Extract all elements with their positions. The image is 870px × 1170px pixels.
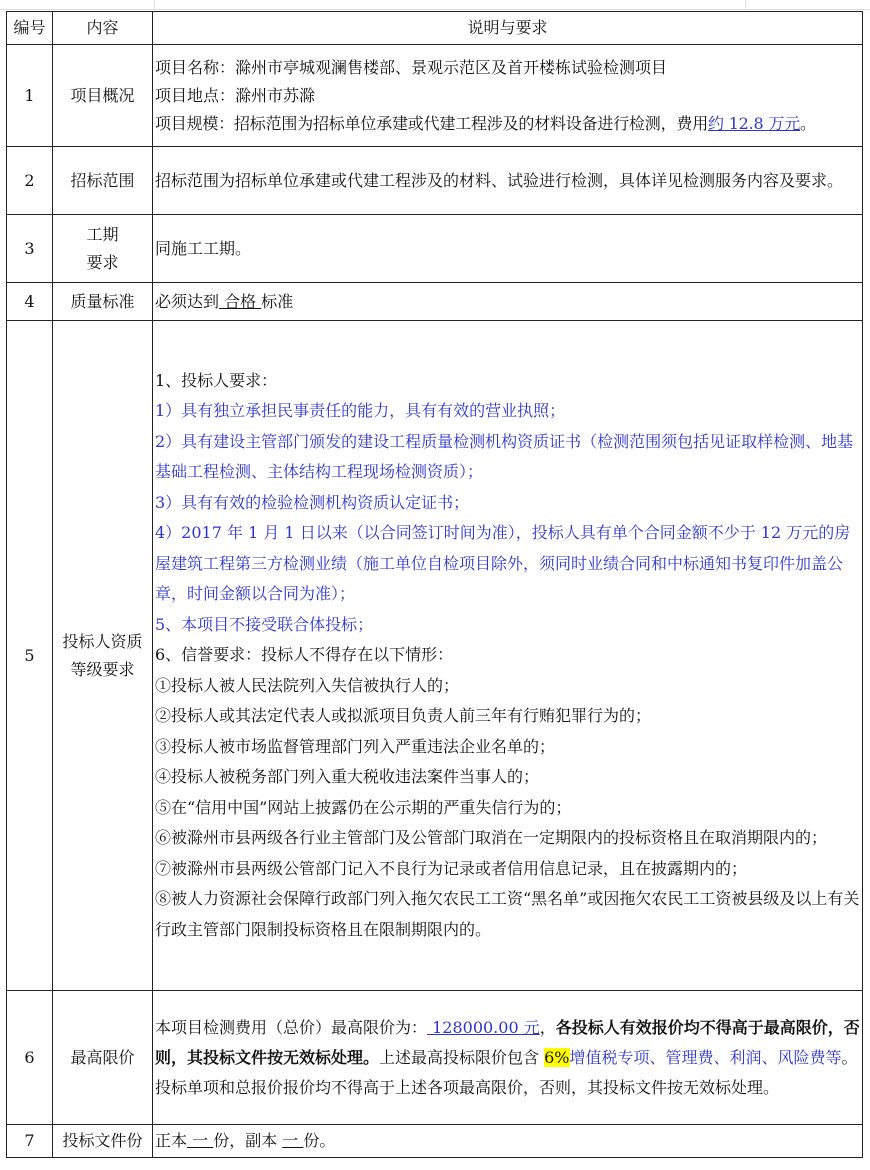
quality-suffix: 标准 — [261, 291, 294, 311]
requirement-line: 1、投标人要求： — [155, 370, 278, 390]
price-amount: 128000.00 元 — [427, 1017, 540, 1037]
requirement-line: 2）具有建设主管部门颁发的建设工程质量检测机构资质证书（检测范围须包括见证取样检测、地基基础工程检测、主体结构工程现场检测资质）； — [155, 431, 854, 482]
table-row — [7, 45, 863, 147]
requirements-table — [6, 11, 863, 1158]
requirement-line: 1）具有独立承担民事责任的能力，具有有效的营业执照； — [155, 401, 566, 421]
requirement-line: ⑦被滁州市县两级公管部门记入不良行为记录或者信用信息记录，且在披露期内的； — [155, 858, 748, 878]
scale-text: 项目规模：招标范围为招标单位承建或代建工程涉及的材料设备进行检测，费用 — [155, 113, 709, 133]
row-description — [153, 45, 863, 147]
row-description: 同施工工期。 — [153, 215, 863, 283]
category-line: 等级要求 — [70, 659, 135, 679]
row-number: 5 — [7, 321, 53, 991]
tax-rate: 6% — [544, 1047, 570, 1067]
sheet-gridline — [154, 0, 155, 10]
requirement-line: ①投标人被人民法院列入失信被执行人的； — [155, 675, 460, 695]
header-num: 编号 — [7, 12, 53, 45]
row-description — [153, 1125, 863, 1158]
header-row — [7, 12, 863, 45]
price-text: 上述最高投标限价包含 — [379, 1047, 545, 1067]
header-content: 内容 — [53, 12, 153, 45]
requirement-line: ⑤在“信用中国”网站上披露仍在公示期的严重失信行为的； — [155, 797, 572, 817]
row-category: 最高限价 — [53, 991, 153, 1125]
copies-text: 份。 — [303, 1131, 336, 1150]
original-count: 一 — [187, 1131, 214, 1150]
project-name: 项目名称：滁州市亭城观澜售楼部、景观示范区及首开楼栋试验检测项目 — [155, 57, 668, 77]
price-text: 本项目检测费用（总价）最高限价为： — [155, 1017, 428, 1037]
quality-grade: 合格 — [219, 291, 262, 311]
table-row — [7, 283, 863, 321]
requirement-line: ③投标人被市场监督管理部门列入严重违法企业名单的； — [155, 736, 556, 756]
sheet-gridline — [745, 0, 746, 10]
price-warning: 各投标人有效报价均不得高于最高限价，否则，其投标文件按无效标处理。 — [155, 1017, 860, 1067]
row-description — [153, 991, 863, 1125]
project-location: 项目地点：滁州市苏滁 — [155, 85, 316, 105]
table-row — [7, 215, 863, 283]
row-category: 项目概况 — [53, 45, 153, 147]
row-category: 投标文件份 — [53, 1125, 153, 1158]
row-number: 2 — [7, 147, 53, 215]
sheet-gridline — [0, 9, 870, 10]
row-description — [153, 283, 863, 321]
row-description — [153, 321, 863, 991]
requirement-line: ⑥被滁州市县两级各行业主管部门及公管部门取消在一定期限内的投标资格且在取消期限内的； — [155, 828, 828, 848]
requirement-line: ⑧被人力资源社会保障行政部门列入拖欠农民工工资“黑名单”或因拖欠农民工工资被县级及以上有关行政主管部门限制投标资格且在限制期限内的。 — [155, 889, 860, 939]
table-row — [7, 321, 863, 991]
row-number: 6 — [7, 991, 53, 1125]
requirement-line: 3）具有有效的检验检测机构资质认定证书； — [155, 492, 470, 512]
row-description: 招标范围为招标单位承建或代建工程涉及的材料、试验进行检测，具体详见检测服务内容及要求。 — [153, 147, 863, 215]
row-category: 质量标准 — [53, 283, 153, 321]
category-line: 工期 — [86, 224, 119, 244]
scale-amount: 约 12.8 万元 — [708, 113, 801, 133]
scale-suffix: 。 — [800, 113, 816, 133]
price-text: ， — [539, 1017, 556, 1037]
project-scale — [155, 110, 860, 138]
copies-text: 份，副本 — [213, 1131, 283, 1150]
requirement-line: 6、信誉要求：投标人不得存在以下情形： — [155, 645, 454, 665]
row-category — [53, 215, 153, 283]
header-desc: 说明与要求 — [153, 12, 863, 45]
price-text: 。投标单项和总报价报价均不得高于上述各项最高限价，否则，其投标文件按无效标处理。 — [155, 1047, 858, 1097]
row-category: 招标范围 — [53, 147, 153, 215]
price-items: 增值税专项、管理费、利润、风险费等 — [569, 1047, 842, 1067]
category-line: 要求 — [86, 252, 119, 272]
row-number: 3 — [7, 215, 53, 283]
row-number: 1 — [7, 45, 53, 147]
row-number: 7 — [7, 1125, 53, 1158]
requirement-line: 4）2017 年 1 月 1 日以来（以合同签订时间为准），投标人具有单个合同金额不少于 12 万元的房屋建筑工程第三方检测业绩（施工单位自检项目除外，须同时业绩合同和中标通知书复印件加盖公章，时间金额以合同为准）； — [155, 523, 851, 604]
table-row — [7, 147, 863, 215]
requirement-line: 5、本项目不接受联合体投标； — [155, 614, 374, 634]
category-line: 投标人资质 — [62, 631, 143, 651]
row-number: 4 — [7, 283, 53, 321]
copies-text: 正本 — [155, 1131, 188, 1150]
copy-count: 一 — [282, 1131, 304, 1150]
row-category — [53, 321, 153, 991]
requirement-line: ②投标人或其法定代表人或拟派项目负责人前三年有行贿犯罪行为的； — [155, 706, 652, 726]
quality-text: 必须达到 — [155, 291, 220, 311]
table-row — [7, 1125, 863, 1158]
requirement-line: ④投标人被税务部门列入重大税收违法案件当事人的； — [155, 767, 540, 787]
table-row — [7, 991, 863, 1125]
